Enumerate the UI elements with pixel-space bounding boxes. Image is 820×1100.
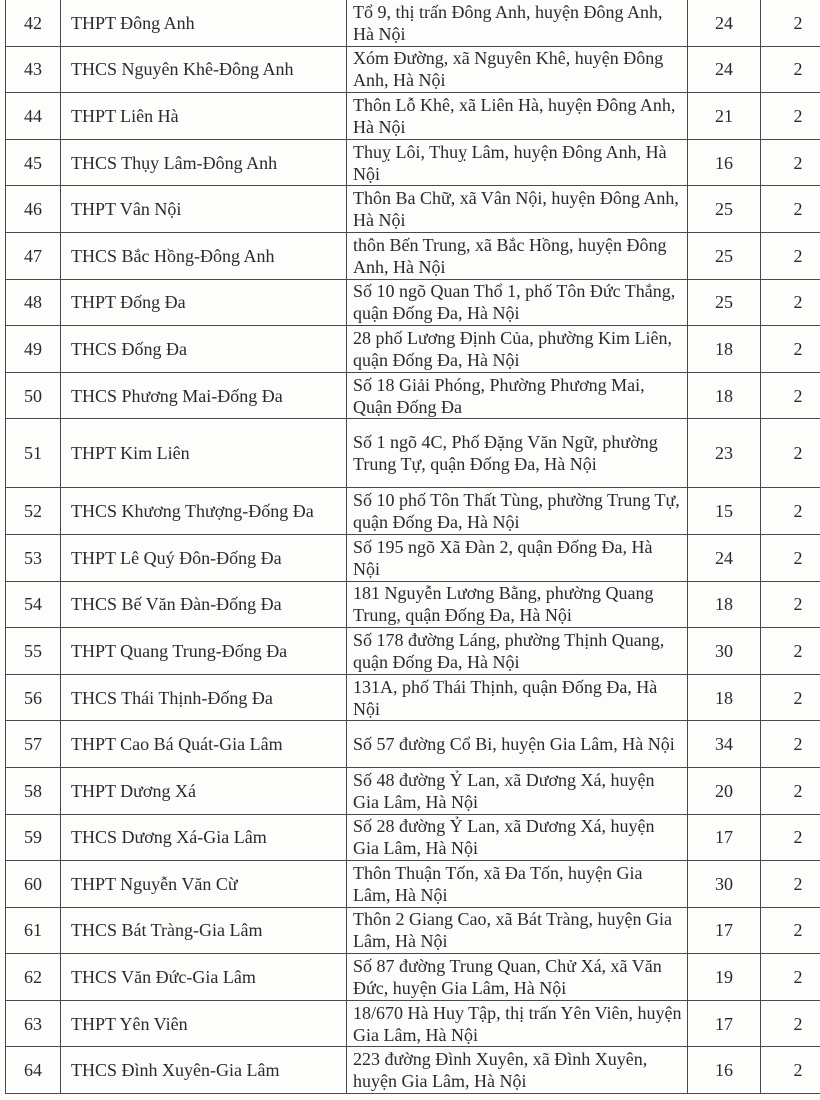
quantity-value: 20 bbox=[688, 767, 761, 814]
quantity-value: 30 bbox=[688, 861, 761, 908]
school-address: Thuỵ Lôi, Thuỵ Lâm, huyện Đông Anh, Hà Nội bbox=[347, 139, 688, 186]
table-row bbox=[6, 674, 820, 721]
row-number: 59 bbox=[6, 814, 61, 861]
quantity-value: 25 bbox=[688, 186, 761, 233]
school-address: 223 đường Đình Xuyên, xã Đình Xuyên, huyện Gia Lâm, Hà Nội bbox=[347, 1047, 688, 1094]
row-number: 50 bbox=[6, 372, 61, 419]
count-value: 2 bbox=[761, 861, 820, 908]
table-row bbox=[6, 907, 820, 954]
row-number: 53 bbox=[6, 534, 61, 581]
table-row bbox=[6, 232, 820, 279]
school-address: Số 195 ngõ Xã Đàn 2, quận Đống Đa, Hà Nội bbox=[347, 534, 688, 581]
table-row bbox=[6, 279, 820, 326]
school-address: Số 10 phố Tôn Thất Tùng, phường Trung Tự, quận Đống Đa, Hà Nội bbox=[347, 488, 688, 535]
count-value: 2 bbox=[761, 46, 820, 93]
row-number: 64 bbox=[6, 1047, 61, 1094]
school-name: THPT Đống Đa bbox=[61, 279, 347, 326]
table-row bbox=[6, 186, 820, 233]
table-row bbox=[6, 861, 820, 908]
row-number: 62 bbox=[6, 954, 61, 1001]
school-name: THPT Nguyễn Văn Cừ bbox=[61, 861, 347, 908]
table-row bbox=[6, 93, 820, 140]
table-row bbox=[6, 139, 820, 186]
quantity-value: 17 bbox=[688, 814, 761, 861]
school-address: Thôn 2 Giang Cao, xã Bát Tràng, huyện Gia Lâm, Hà Nội bbox=[347, 907, 688, 954]
row-number: 44 bbox=[6, 93, 61, 140]
school-address: thôn Bến Trung, xã Bắc Hồng, huyện Đông Anh, Hà Nội bbox=[347, 232, 688, 279]
quantity-value: 15 bbox=[688, 488, 761, 535]
quantity-value: 24 bbox=[688, 534, 761, 581]
count-value: 2 bbox=[761, 907, 820, 954]
table-row bbox=[6, 721, 820, 768]
quantity-value: 34 bbox=[688, 721, 761, 768]
count-value: 2 bbox=[761, 326, 820, 373]
count-value: 2 bbox=[761, 628, 820, 675]
school-name: THCS Thái Thịnh-Đống Đa bbox=[61, 674, 347, 721]
school-name: THPT Yên Viên bbox=[61, 1000, 347, 1047]
school-address: 18/670 Hà Huy Tập, thị trấn Yên Viên, huyện Gia Lâm, Hà Nội bbox=[347, 1000, 688, 1047]
count-value: 2 bbox=[761, 721, 820, 768]
count-value: 2 bbox=[761, 814, 820, 861]
row-number: 60 bbox=[6, 861, 61, 908]
school-name: THPT Vân Nội bbox=[61, 186, 347, 233]
count-value: 2 bbox=[761, 186, 820, 233]
quantity-value: 16 bbox=[688, 139, 761, 186]
table-row bbox=[6, 581, 820, 628]
row-number: 46 bbox=[6, 186, 61, 233]
count-value: 2 bbox=[761, 419, 820, 488]
count-value: 2 bbox=[761, 534, 820, 581]
quantity-value: 19 bbox=[688, 954, 761, 1001]
row-number: 49 bbox=[6, 326, 61, 373]
quantity-value: 30 bbox=[688, 628, 761, 675]
table-row bbox=[6, 419, 820, 488]
table-row bbox=[6, 46, 820, 93]
school-name: THCS Phương Mai-Đống Đa bbox=[61, 372, 347, 419]
quantity-value: 25 bbox=[688, 279, 761, 326]
row-number: 52 bbox=[6, 488, 61, 535]
school-name: THCS Bát Tràng-Gia Lâm bbox=[61, 907, 347, 954]
document-page bbox=[5, 0, 813, 1094]
school-address: Số 1 ngõ 4C, Phố Đặng Văn Ngữ, phường Trung Tự, quận Đống Đa, Hà Nội bbox=[347, 419, 688, 488]
school-address: Số 10 ngõ Quan Thổ 1, phố Tôn Đức Thắng, quận Đống Đa, Hà Nội bbox=[347, 279, 688, 326]
row-number: 57 bbox=[6, 721, 61, 768]
school-address: Tổ 9, thị trấn Đông Anh, huyện Đông Anh, Hà Nội bbox=[347, 0, 688, 46]
school-address: Số 57 đường Cổ Bi, huyện Gia Lâm, Hà Nội bbox=[347, 721, 688, 768]
row-number: 43 bbox=[6, 46, 61, 93]
quantity-value: 16 bbox=[688, 1047, 761, 1094]
school-name: THPT Kim Liên bbox=[61, 419, 347, 488]
school-address: Xóm Đường, xã Nguyên Khê, huyện Đông Anh, Hà Nội bbox=[347, 46, 688, 93]
count-value: 2 bbox=[761, 767, 820, 814]
count-value: 2 bbox=[761, 581, 820, 628]
school-name: THPT Đông Anh bbox=[61, 0, 347, 46]
school-name: THCS Bắc Hồng-Đông Anh bbox=[61, 232, 347, 279]
count-value: 2 bbox=[761, 279, 820, 326]
school-name: THPT Cao Bá Quát-Gia Lâm bbox=[61, 721, 347, 768]
quantity-value: 18 bbox=[688, 674, 761, 721]
school-address: Số 28 đường Ỷ Lan, xã Dương Xá, huyện Gia Lâm, Hà Nội bbox=[347, 814, 688, 861]
count-value: 2 bbox=[761, 93, 820, 140]
row-number: 47 bbox=[6, 232, 61, 279]
quantity-value: 18 bbox=[688, 372, 761, 419]
quantity-value: 18 bbox=[688, 326, 761, 373]
school-name: THCS Nguyên Khê-Đông Anh bbox=[61, 46, 347, 93]
school-name: THPT Lê Quý Đôn-Đống Đa bbox=[61, 534, 347, 581]
school-name: THPT Dương Xá bbox=[61, 767, 347, 814]
table-row bbox=[6, 1047, 820, 1094]
quantity-value: 24 bbox=[688, 0, 761, 46]
table-row bbox=[6, 814, 820, 861]
school-address: Số 48 đường Ỷ Lan, xã Dương Xá, huyện Gia Lâm, Hà Nội bbox=[347, 767, 688, 814]
table-row bbox=[6, 767, 820, 814]
row-number: 55 bbox=[6, 628, 61, 675]
row-number: 45 bbox=[6, 139, 61, 186]
count-value: 2 bbox=[761, 232, 820, 279]
count-value: 2 bbox=[761, 954, 820, 1001]
school-address: 131A, phố Thái Thịnh, quận Đống Đa, Hà Nội bbox=[347, 674, 688, 721]
row-number: 63 bbox=[6, 1000, 61, 1047]
count-value: 2 bbox=[761, 1000, 820, 1047]
quantity-value: 18 bbox=[688, 581, 761, 628]
school-name: THCS Khương Thượng-Đống Đa bbox=[61, 488, 347, 535]
row-number: 42 bbox=[6, 0, 61, 46]
count-value: 2 bbox=[761, 372, 820, 419]
school-address: Thôn Ba Chữ, xã Vân Nội, huyện Đông Anh, Hà Nội bbox=[347, 186, 688, 233]
count-value: 2 bbox=[761, 488, 820, 535]
schools-table bbox=[5, 0, 820, 1094]
table-row bbox=[6, 628, 820, 675]
table-row bbox=[6, 0, 820, 46]
row-number: 54 bbox=[6, 581, 61, 628]
table-row bbox=[6, 1000, 820, 1047]
row-number: 51 bbox=[6, 419, 61, 488]
school-address: 181 Nguyễn Lương Bằng, phường Quang Trung, quận Đống Đa, Hà Nội bbox=[347, 581, 688, 628]
school-name: THCS Thụy Lâm-Đông Anh bbox=[61, 139, 347, 186]
school-name: THPT Quang Trung-Đống Đa bbox=[61, 628, 347, 675]
table-row bbox=[6, 372, 820, 419]
quantity-value: 17 bbox=[688, 907, 761, 954]
school-name: THCS Đình Xuyên-Gia Lâm bbox=[61, 1047, 347, 1094]
count-value: 2 bbox=[761, 139, 820, 186]
quantity-value: 17 bbox=[688, 1000, 761, 1047]
quantity-value: 24 bbox=[688, 46, 761, 93]
table-row bbox=[6, 488, 820, 535]
school-name: THCS Dương Xá-Gia Lâm bbox=[61, 814, 347, 861]
school-name: THCS Đống Đa bbox=[61, 326, 347, 373]
school-address: Số 87 đường Trung Quan, Chử Xá, xã Văn Đức, huyện Gia Lâm, Hà Nội bbox=[347, 954, 688, 1001]
quantity-value: 25 bbox=[688, 232, 761, 279]
row-number: 48 bbox=[6, 279, 61, 326]
school-address: Thôn Thuận Tốn, xã Đa Tốn, huyện Gia Lâm, Hà Nội bbox=[347, 861, 688, 908]
row-number: 56 bbox=[6, 674, 61, 721]
table-row bbox=[6, 534, 820, 581]
count-value: 2 bbox=[761, 674, 820, 721]
quantity-value: 23 bbox=[688, 419, 761, 488]
school-address: 28 phố Lương Định Của, phường Kim Liên, quận Đống Đa, Hà Nội bbox=[347, 326, 688, 373]
count-value: 2 bbox=[761, 1047, 820, 1094]
school-name: THCS Văn Đức-Gia Lâm bbox=[61, 954, 347, 1001]
table-row bbox=[6, 954, 820, 1001]
count-value: 2 bbox=[761, 0, 820, 46]
row-number: 58 bbox=[6, 767, 61, 814]
school-name: THCS Bế Văn Đàn-Đống Đa bbox=[61, 581, 347, 628]
row-number: 61 bbox=[6, 907, 61, 954]
school-name: THPT Liên Hà bbox=[61, 93, 347, 140]
school-address: Số 178 đường Láng, phường Thịnh Quang, quận Đống Đa, Hà Nội bbox=[347, 628, 688, 675]
school-address: Số 18 Giải Phóng, Phường Phương Mai, Quận Đống Đa bbox=[347, 372, 688, 419]
table-row bbox=[6, 326, 820, 373]
quantity-value: 21 bbox=[688, 93, 761, 140]
school-address: Thôn Lỗ Khê, xã Liên Hà, huyện Đông Anh, Hà Nội bbox=[347, 93, 688, 140]
